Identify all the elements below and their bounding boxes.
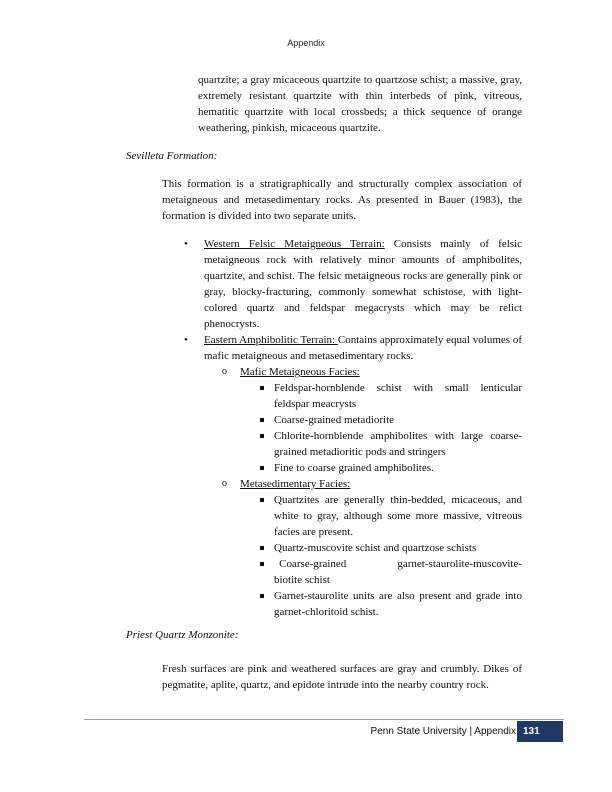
page-number: 131 [517,721,563,742]
metasedimentary-facies-list [240,492,522,620]
list-item: Fine to coarse grained amphibolites. [258,460,522,476]
eastern-terrain-text: Contains approximately equal volumes of mafic metaigneous and metasedimentary rocks. [204,334,523,362]
footer-divider [84,719,564,720]
priest-heading: Priest Quartz Monzonite: [126,629,239,641]
mafic-facies-list [240,380,522,476]
eastern-terrain-label: Eastern Amphibolitic Terrain: [204,334,338,346]
footer-text: Penn State University | Appendix [370,726,516,737]
list-item: Quartzites are generally thin-bedded, micaceous, and white to gray, although some more massive, vitreous facies are present. [258,492,522,540]
metasedimentary-facies-item [222,476,522,620]
list-item: Feldspar-hornblende schist with small lenticular feldspar meacrysts [258,380,522,412]
sevilleta-paragraph: This formation is a stratigraphically and structurally complex association of metaigneous and metasedimentary rocks. As presented in Bauer (1983), the formation is divided into two separate units. [162,178,522,222]
eastern-terrain-item [180,332,522,620]
western-terrain-item [180,236,522,332]
western-terrain-label: Western Felsic Metaigneous Terrain: [204,238,385,250]
list-item: Chlorite-hornblende amphibolites with large coarse-grained metadioritic pods and stringers [258,428,522,460]
eastern-facies-list [204,364,522,620]
list-item: Garnet-staurolite units are also present and grade into garnet-chloritoid schist. [258,588,522,620]
list-item: Coarse-grained metadiorite [258,412,522,428]
intro-paragraph: quartzite; a gray micaceous quartzite to quartzose schist; a massive, gray, extremely resistant quartzite with thin interbeds of pink, vitreous, hematitic quartzite with local crossbeds; a thick sequence of orange weathering, pinkish, micaceous quartzite. [198,74,522,134]
sevilleta-heading: Sevilleta Formation: [126,150,218,162]
list-item: Quartz-muscovite schist and quartzose schists [258,540,522,556]
mafic-facies-label: Mafic Metaigneous Facies: [240,366,360,378]
metasedimentary-facies-label: Metasedimentary Facies: [240,478,351,490]
western-terrain-text: Consists mainly of felsic metaigneous rock with relatively minor amounts of amphibolites, quartzite, and schist. The felsic metaigneous rocks are generally pink or gray, blocky-fracturing, commonly somewhat schistose, with light-colored quartz and feldspar megacrysts which may be relict phenocrysts. [204,238,522,330]
page-header: Appendix [287,38,325,48]
mafic-facies-item [222,364,522,476]
priest-paragraph: Fresh surfaces are pink and weathered surfaces are gray and crumbly. Dikes of pegmatite, aplite, quartz, and epidote intrude into the nearby country rock. [162,663,522,691]
sevilleta-unit-list [180,236,522,620]
list-item: Coarse-grained garnet-staurolite-muscovite-biotite schist [258,556,522,588]
